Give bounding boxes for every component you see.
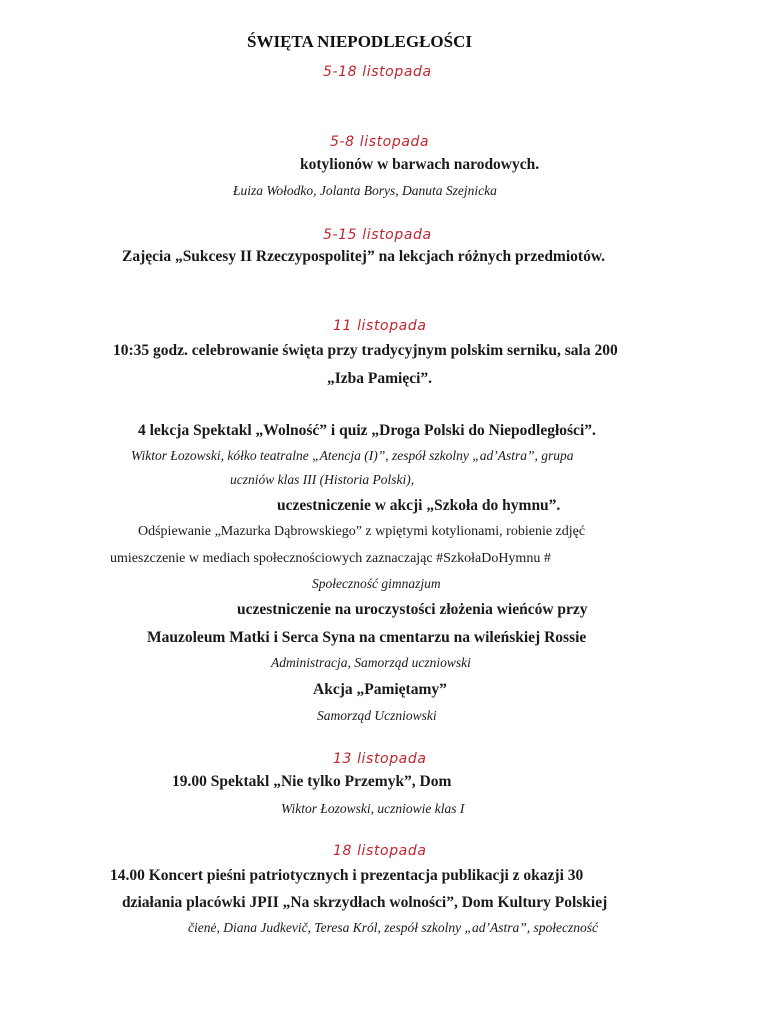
event-zajecia: Zajęcia „Sukcesy II Rzeczypospolitej” na lekcjach różnych przedmiotów.: [122, 248, 606, 265]
event-description: Odśpiewanie „Mazurka Dąbrowskiego” z wpiętymi kotylionami, robienie zdjęć: [138, 524, 586, 539]
event-organizers: Wiktor Łozowski, uczniowie klas I: [281, 801, 465, 816]
event-organizers: uczniów klas III (Historia Polski),: [230, 472, 415, 487]
event-organizers: Łuiza Wołodko, Jolanta Borys, Danuta Szejnicka: [233, 183, 497, 198]
event-wience: uczestniczenie na uroczystości złożenia wieńców przy: [237, 601, 588, 618]
event-spektakl-wolnosc: 4 lekcja Spektakl „Wolność” i quiz „Droga Polski do Niepodległości”.: [138, 422, 596, 439]
event-sernik: 10:35 godz. celebrowanie święta przy tradycyjnym polskim serniku, sala 200: [113, 342, 618, 359]
event-kotyliony: kotylionów w barwach narodowych.: [300, 156, 540, 173]
event-organizers: Wiktor Łozowski, kółko teatralne „Atencja (I)”, zespół szkolny „ad’Astra”, grupa: [131, 448, 574, 463]
event-organizers: Samorząd Uczniowski: [317, 708, 437, 723]
event-szkola-do-hymnu: uczestniczenie w akcji „Szkoła do hymnu”.: [277, 497, 561, 514]
subtitle-date: 5-18 listopada: [323, 64, 432, 80]
event-mauzoleum: Mauzoleum Matki i Serca Syna na cmentarzu na wileńskiej Rossie: [147, 629, 587, 646]
section-date-5-8: 5-8 listopada: [330, 134, 430, 150]
event-koncert-details: działania placówki JPII „Na skrzydłach wolności”, Dom Kultury Polskiej: [122, 894, 608, 911]
event-spektakl-przemyk: 19.00 Spektakl „Nie tylko Przemyk”, Dom: [172, 773, 452, 790]
event-koncert: 14.00 Koncert pieśni patriotycznych i prezentacja publikacji z okazji 30: [110, 867, 584, 884]
event-organizers: čienė, Diana Judkevič, Teresa Król, zespół szkolny „ad’Astra”, społeczność: [188, 920, 598, 935]
section-date-18: 18 listopada: [333, 843, 427, 859]
section-date-11: 11 listopada: [333, 318, 427, 334]
event-description: umieszczenie w mediach społecznościowych zaznaczając #SzkołaDoHymnu #: [110, 551, 551, 566]
page-title: ŚWIĘTA NIEPODLEGŁOŚCI: [247, 32, 473, 51]
event-izba-pamieci: „Izba Pamięci”.: [327, 370, 433, 387]
event-pamietamy: Akcja „Pamiętamy”: [313, 681, 447, 698]
section-date-13: 13 listopada: [333, 751, 427, 767]
event-organizers: Administracja, Samorząd uczniowski: [271, 655, 471, 670]
event-organizers: Społeczność gimnazjum: [312, 576, 441, 591]
section-date-5-15: 5-15 listopada: [323, 227, 432, 243]
